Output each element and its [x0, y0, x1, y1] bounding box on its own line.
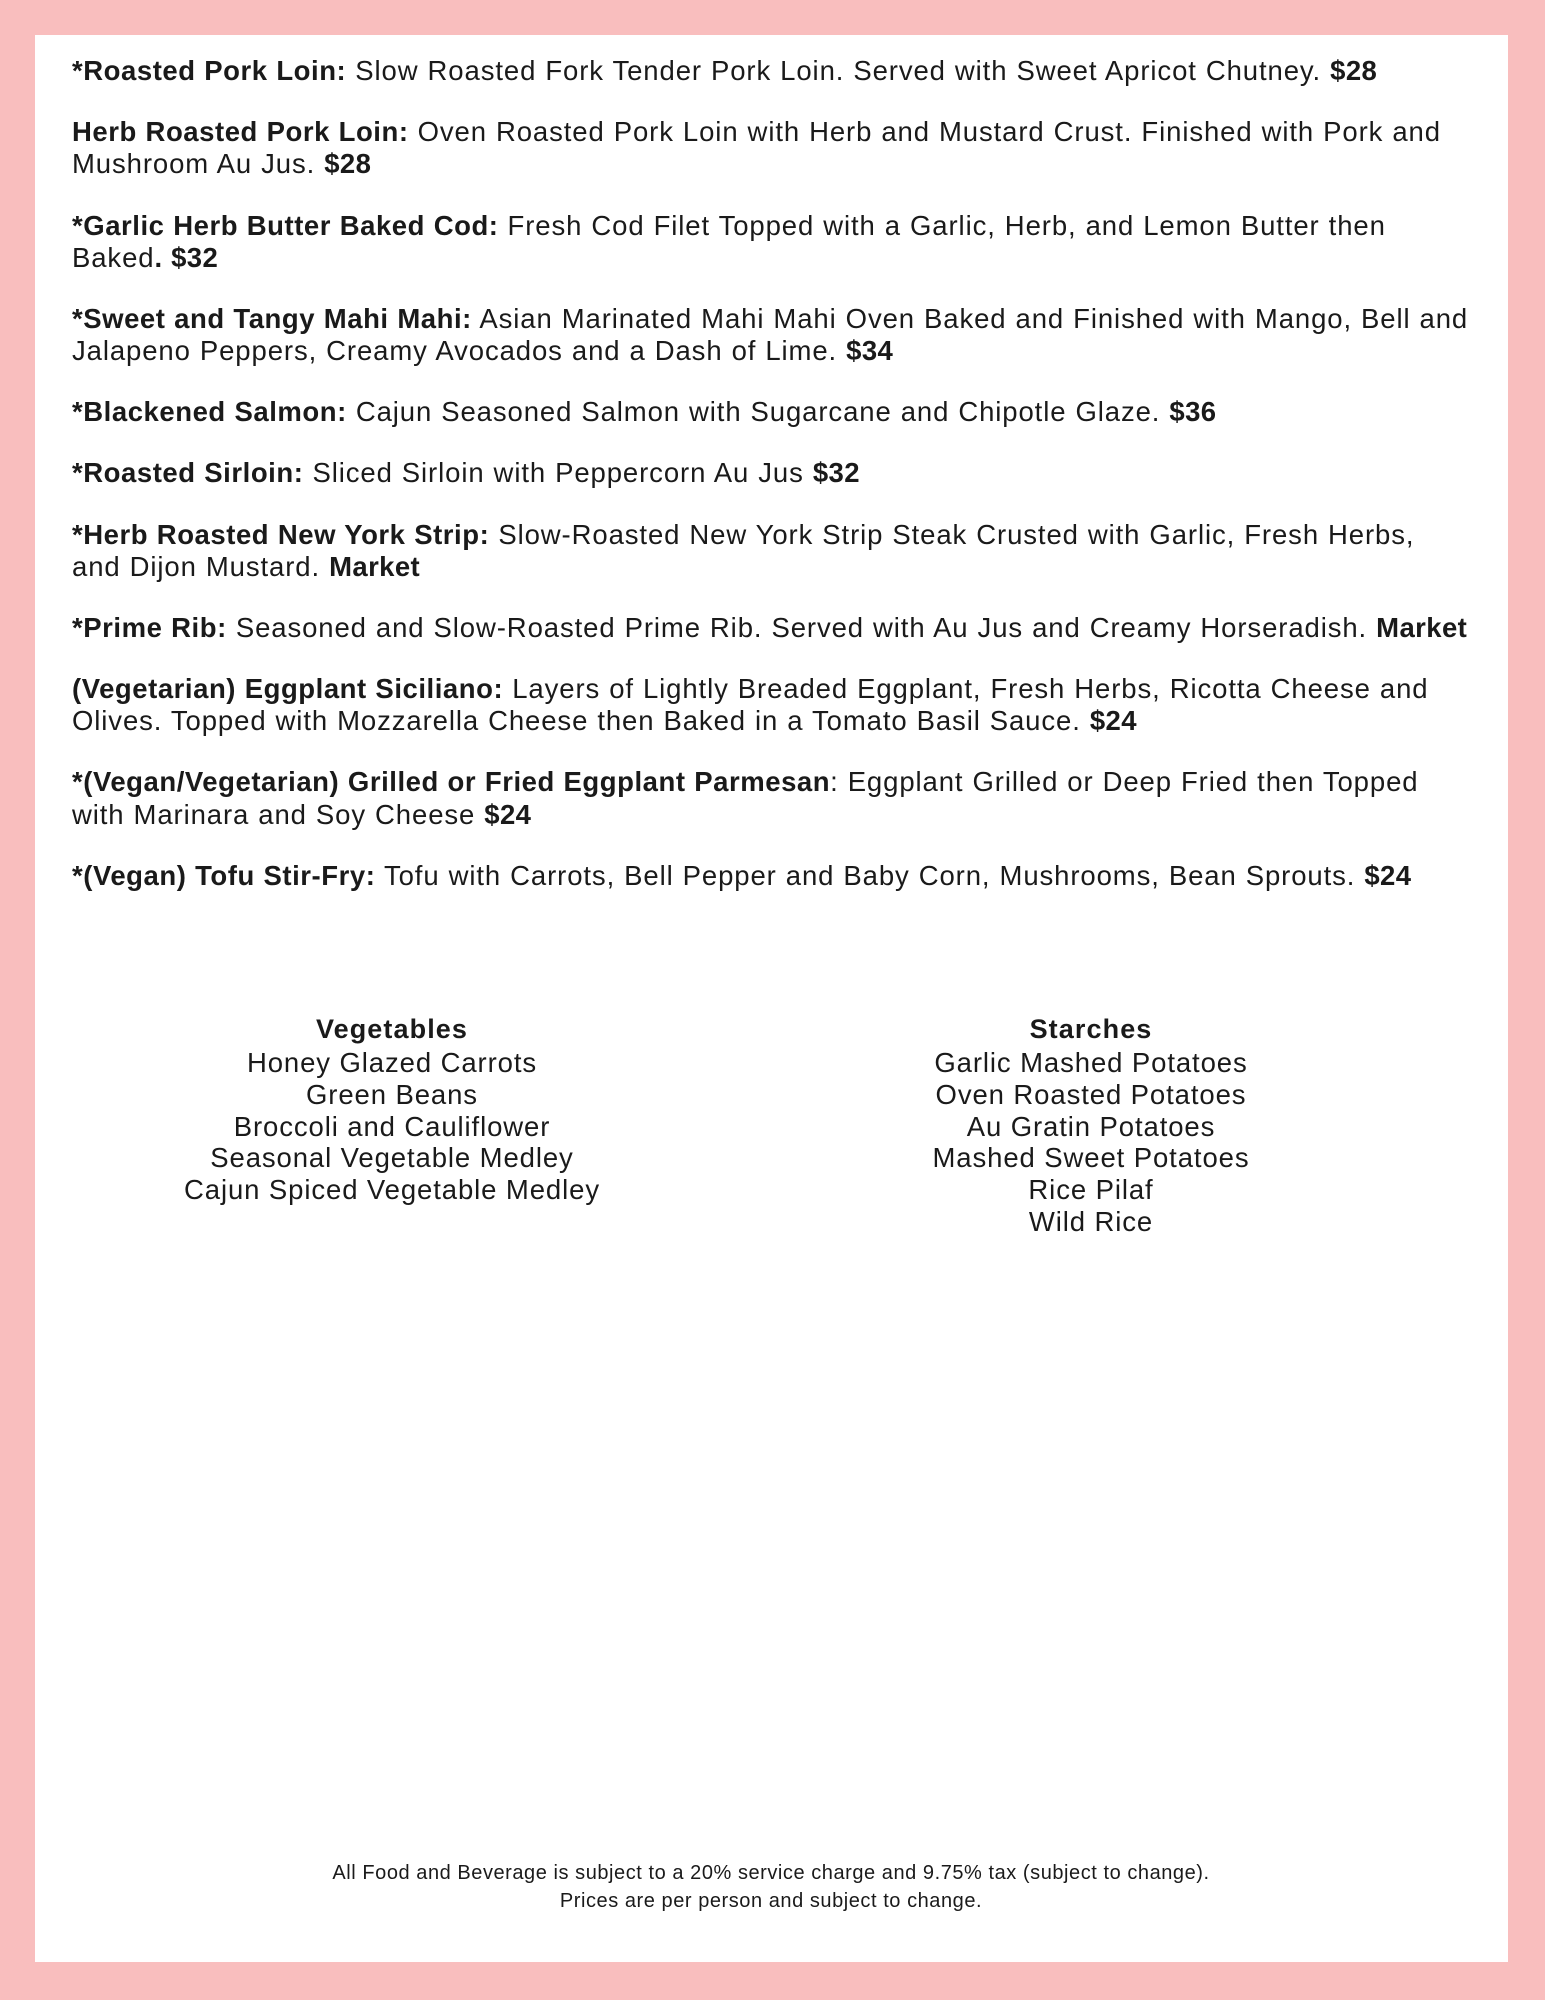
sides-item: Au Gratin Potatoes	[966, 1110, 1216, 1142]
sides-column-starches	[712, 1014, 1470, 1238]
entree-name: *(Vegan) Tofu Stir-Fry:	[72, 859, 376, 891]
footer-service-charge-note: All Food and Beverage is subject to a 20% service charge and 9.75% tax (subject to change).	[332, 1862, 1210, 1884]
sides-item: Oven Roasted Potatoes	[935, 1078, 1247, 1110]
sides-section	[72, 1014, 1470, 1238]
entree-item	[72, 116, 1470, 180]
entree-price: $32	[812, 457, 860, 489]
sides-items-starches	[712, 1047, 1470, 1238]
entree-price: $36	[1169, 396, 1217, 428]
entree-name: (Vegetarian) Eggplant Siciliano:	[72, 673, 504, 705]
sides-item: Broccoli and Cauliflower	[233, 1110, 551, 1142]
entree-description: Layers of Lightly Breaded Eggplant, Fresh Herbs, Ricotta Cheese and Olives. Topped with Mozzarella Cheese then Baked in a Tomato Basil Sauce.	[72, 673, 1429, 737]
sides-title-starches: Starches	[1029, 1013, 1153, 1044]
entree-list	[72, 55, 1470, 892]
entree-name: *Roasted Sirloin:	[72, 457, 304, 489]
entree-item	[72, 612, 1470, 644]
sides-item: Green Beans	[306, 1078, 478, 1110]
entree-name: *(Vegan/Vegetarian) Grilled or Fried Eggplant Parmesan	[72, 766, 831, 798]
entree-description: : Eggplant Grilled or Deep Fried then Topped with Marinara and Soy Cheese	[72, 766, 1419, 830]
sides-item: Cajun Spiced Vegetable Medley	[184, 1174, 600, 1206]
entree-price: $24	[1089, 705, 1137, 737]
entree-name: *Herb Roasted New York Strip:	[72, 518, 490, 550]
entree-item	[72, 519, 1470, 583]
entree-description: Asian Marinated Mahi Mahi Oven Baked and Finished with Mango, Bell and Jalapeno Peppers, Creamy Avocados and a Dash of Lime.	[72, 302, 1469, 367]
entree-item	[72, 303, 1470, 367]
entree-name: *Sweet and Tangy Mahi Mahi:	[72, 302, 472, 334]
entree-price: $24	[1364, 859, 1412, 891]
sides-item: Seasonal Vegetable Medley	[210, 1142, 574, 1174]
sides-item: Rice Pilaf	[1028, 1174, 1154, 1206]
sides-items-vegetables	[72, 1047, 712, 1206]
menu-footer	[72, 1859, 1470, 1916]
entree-item	[72, 673, 1470, 737]
entree-price: Market	[1376, 611, 1468, 643]
entree-item	[72, 766, 1470, 830]
entree-price: $28	[1330, 55, 1378, 86]
entree-price: Market	[329, 550, 421, 582]
entree-name: *Prime Rib:	[72, 611, 227, 643]
entree-name: *Roasted Pork Loin:	[72, 55, 347, 86]
entree-description: Slow Roasted Fork Tender Pork Loin. Served with Sweet Apricot Chutney.	[346, 55, 1331, 86]
entree-price: $28	[324, 148, 372, 180]
sides-item: Garlic Mashed Potatoes	[934, 1047, 1248, 1079]
entree-item	[72, 396, 1470, 428]
entree-name: Herb Roasted Pork Loin:	[72, 116, 409, 148]
entree-description: Slow-Roasted New York Strip Steak Crusted with Garlic, Fresh Herbs, and Dijon Mustard.	[72, 518, 1415, 582]
entree-item	[72, 55, 1470, 87]
entree-name: *Blackened Salmon:	[72, 396, 347, 428]
entree-description: Seasoned and Slow-Roasted Prime Rib. Served with Au Jus and Creamy Horseradish.	[226, 611, 1377, 643]
sides-column-vegetables	[72, 1014, 712, 1238]
entree-item	[72, 860, 1470, 892]
entree-description: Fresh Cod Filet Topped with a Garlic, Herb, and Lemon Butter then Baked	[72, 209, 1386, 273]
entree-price: $24	[484, 798, 532, 830]
entree-description: Tofu with Carrots, Bell Pepper and Baby Corn, Mushrooms, Bean Sprouts.	[375, 859, 1365, 891]
entree-description: Sliced Sirloin with Peppercorn Au Jus	[303, 457, 813, 489]
sides-item: Honey Glazed Carrots	[246, 1047, 538, 1079]
menu-content	[72, 55, 1470, 1238]
entree-price: $34	[846, 335, 894, 367]
entree-name: *Garlic Herb Butter Baked Cod:	[72, 209, 499, 241]
sides-item: Mashed Sweet Potatoes	[932, 1142, 1250, 1174]
entree-item	[72, 457, 1470, 489]
entree-item	[72, 210, 1470, 274]
sides-item: Wild Rice	[1028, 1205, 1154, 1237]
menu-page	[35, 35, 1508, 1962]
entree-description: Cajun Seasoned Salmon with Sugarcane and Chipotle Glaze.	[346, 396, 1170, 428]
entree-description: Oven Roasted Pork Loin with Herb and Mustard Crust. Finished with Pork and Mushroom Au Jus.	[72, 116, 1441, 180]
sides-title-vegetables: Vegetables	[315, 1013, 469, 1044]
entree-price: . $32	[154, 241, 219, 273]
footer-pricing-note: Prices are per person and subject to change.	[559, 1890, 983, 1913]
